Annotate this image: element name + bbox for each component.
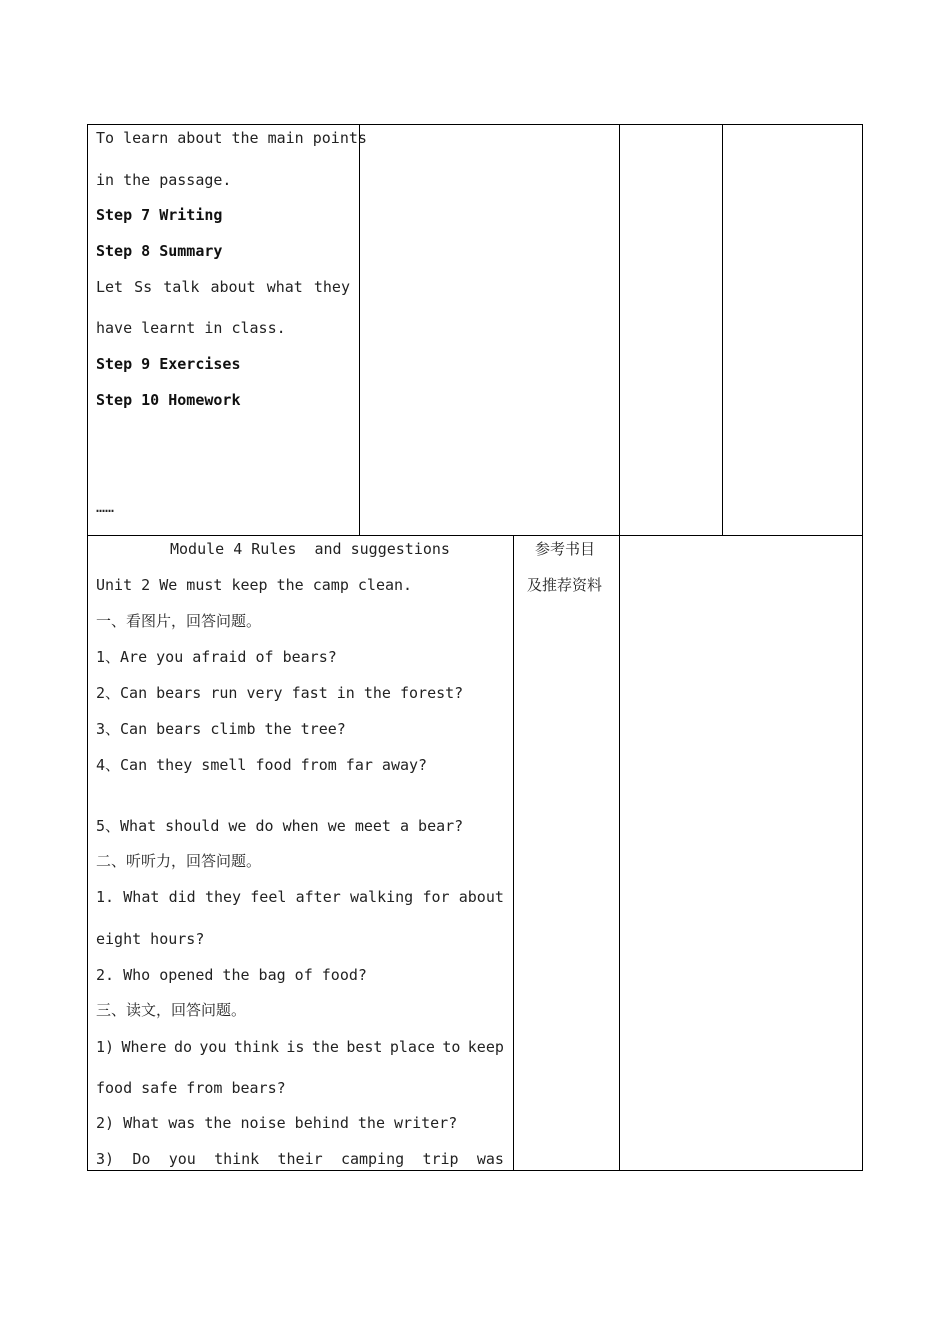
table-border-left — [87, 124, 88, 1171]
top-line-5: Let Ss talk about what they — [96, 278, 350, 296]
question-2-2: 2. Who opened the bag of food? — [96, 966, 367, 984]
section-2-heading: 二、听听力，回答问题。 — [96, 852, 262, 870]
top-line-2: in the passage. — [96, 171, 232, 189]
top-line-1: To learn about the main points — [96, 129, 367, 147]
table-border-bottom — [87, 1170, 863, 1171]
module-title: Module 4 Rules and suggestions — [170, 540, 450, 558]
table-border-right — [862, 124, 863, 1171]
question-2-1-cont: eight hours? — [96, 930, 205, 948]
question-1-3: 3、Can bears climb the tree? — [96, 720, 346, 738]
ellipsis: …… — [96, 498, 115, 516]
bottom-divider-1 — [513, 535, 514, 1171]
question-1-2: 2、Can bears run very fast in the forest? — [96, 684, 464, 702]
reference-label-line-2: 及推荐资料 — [527, 576, 603, 594]
unit-title: Unit 2 We must keep the camp clean. — [96, 576, 413, 594]
table-border-middle — [87, 535, 863, 536]
top-divider-1 — [359, 124, 360, 535]
step-7-heading: Step 7 Writing — [96, 206, 223, 224]
section-1-heading: 一、看图片，回答问题。 — [96, 612, 262, 630]
question-3-3: 3) Do you think their camping trip was — [96, 1150, 504, 1168]
step-9-heading: Step 9 Exercises — [96, 355, 241, 373]
step-10-heading: Step 10 Homework — [96, 391, 241, 409]
top-divider-2 — [619, 124, 620, 1171]
question-3-2: 2) What was the noise behind the writer? — [96, 1114, 458, 1132]
question-3-1: 1) Where do you think is the best place to keep — [96, 1038, 504, 1056]
question-3-1-cont: food safe from bears? — [96, 1079, 286, 1097]
top-line-6: have learnt in class. — [96, 319, 286, 337]
reference-label-line-1: 参考书目 — [535, 540, 596, 558]
table-border-top — [87, 124, 863, 125]
question-1-5: 5、What should we do when we meet a bear? — [96, 817, 464, 835]
question-1-4: 4、Can they smell food from far away? — [96, 756, 428, 774]
section-3-heading: 三、读文，回答问题。 — [96, 1001, 247, 1019]
top-divider-3 — [722, 124, 723, 535]
question-2-1: 1. What did they feel after walking for about — [96, 888, 504, 906]
step-8-heading: Step 8 Summary — [96, 242, 223, 260]
question-1-1: 1、Are you afraid of bears? — [96, 648, 337, 666]
